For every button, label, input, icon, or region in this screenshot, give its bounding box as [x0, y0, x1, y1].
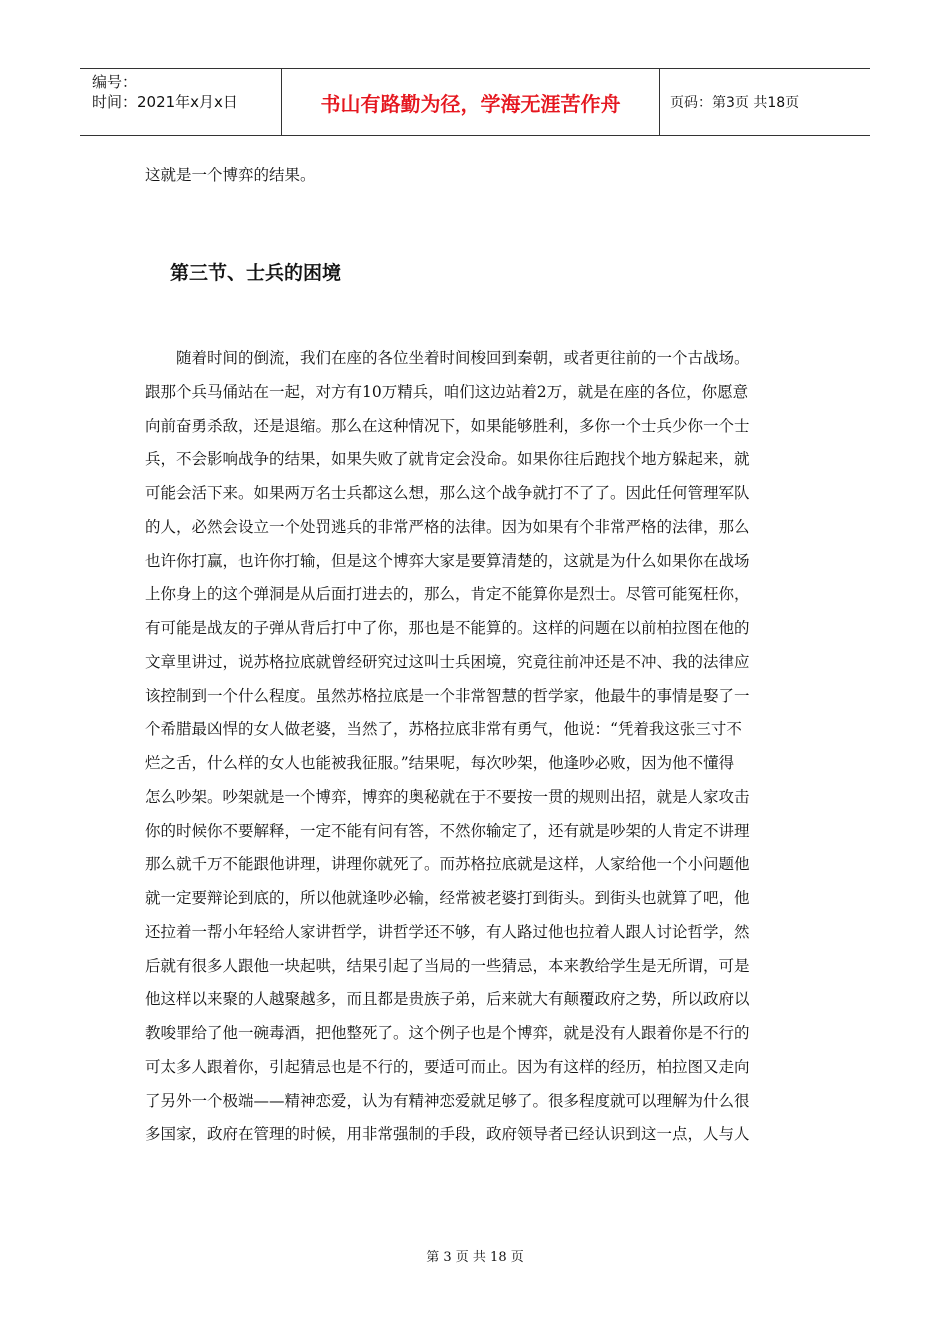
body-line: 也许你打赢，也许你打输，但是这个博弈大家是要算清楚的，这就是为什么如果你在战场 [145, 551, 750, 570]
body-line: 就一定要辩论到底的，所以他就逢吵必输，经常被老婆打到街头。到街头也就算了吧，他 [145, 889, 750, 907]
document-number-label: 编号： [92, 73, 138, 91]
body-line: 该控制到一个什么程度。虽然苏格拉底是一个非常智慧的哲学家，他最牛的事情是娶了一 [145, 686, 750, 705]
body-line: 可能会活下来。如果两万名士兵都这么想，那么这个战争就打不了了。因此任何管理军队 [145, 484, 750, 502]
body-line: 你的时候你不要解释，一定不能有问有答，不然你输定了，还有就是吵架的人肯定不讲理 [145, 821, 750, 840]
body-line: 随着时间的倒流，我们在座的各位坐着时间梭回到秦朝，或者更往前的一个古战场。 [176, 349, 750, 367]
body-line: 了另外一个极端——精神恋爱，认为有精神恋爱就足够了。很多程度就可以理解为什么很 [145, 1091, 750, 1110]
body-line: 跟那个兵马俑站在一起，对方有10万精兵，咱们这边站着2万，就是在座的各位，你愿意 [145, 382, 749, 401]
header-meta [80, 69, 282, 135]
body-line: 他这样以来聚的人越聚越多，而且都是贵族子弟，后来就大有颠覆政府之势，所以政府以 [145, 990, 750, 1009]
body-line: 烂之舌，什么样的女人也能被我征服。”结果呢，每次吵架，他逢吵必败，因为他不懂得 [145, 754, 735, 772]
body-line: 有可能是战友的子弹从背后打中了你，那也是不能算的。这样的问题在以前柏拉图在他的 [145, 619, 750, 637]
page-footer: 第 3 页 共 18 页 [426, 1250, 524, 1265]
body-line: 还拉着一帮小年轻给人家讲哲学，讲哲学还不够，有人路过他也拉着人跟人讨论哲学，然 [145, 922, 750, 941]
body-line: 后就有很多人跟他一块起哄，结果引起了当局的一些猜忌，本来教给学生是无所谓，可是 [145, 956, 750, 975]
body-line: 怎么吵架。吵架就是一个博弈，博弈的奥秘就在于不要按一贯的规则出招，就是人家攻击 [145, 787, 750, 806]
lead-line: 这就是一个博弈的结果。 [145, 166, 316, 184]
body-line: 可太多人跟着你，引起猜忌也是不行的，要适可而止。因为有这样的经历，柏拉图又走向 [145, 1057, 750, 1076]
body-line: 多国家，政府在管理的时候，用非常强制的手段，政府领导者已经认识到这一点，人与人 [145, 1125, 750, 1144]
body-line: 兵，不会影响战争的结果，如果失败了就肯定会没命。如果你往后跑找个地方躲起来，就 [145, 450, 750, 469]
body-line: 向前奋勇杀敌，还是退缩。那么在这种情况下，如果能够胜利，多你一个士兵少你一个士 [145, 416, 750, 435]
header-motto: 书山有路勤为径，学海无涯苦作舟 [282, 69, 660, 135]
body-line: 那么就千万不能跟他讲理，讲理你就死了。而苏格拉底就是这样，人家给他一个小问题他 [145, 855, 750, 874]
body-line: 的人，必然会设立一个处罚逃兵的非常严格的法律。因为如果有个非常严格的法律，那么 [145, 517, 750, 536]
page-header [80, 68, 870, 136]
body-line: 个希腊最凶悍的女人做老婆，当然了，苏格拉底非常有勇气，他说：“凭着我这张三寸不 [145, 720, 742, 739]
body-line: 上你身上的这个弹洞是从后面打进去的，那么，肯定不能算你是烈士。尽管可能冤枉你， [145, 585, 750, 604]
body-paragraph [145, 342, 807, 1152]
document-date: 时间：2021年x月x日 [92, 93, 238, 111]
body-line: 教唆罪给了他一碗毒酒，把他整死了。这个例子也是个博弈，就是没有人跟着你是不行的 [145, 1024, 750, 1042]
body-line: 文章里讲过，说苏格拉底就曾经研究过这叫士兵困境，究竟往前冲还是不冲、我的法律应 [145, 652, 750, 671]
section-title: 第三节、士兵的困境 [170, 262, 342, 284]
lead-paragraph [145, 159, 807, 193]
header-page-info: 页码：第3页 共18页 [670, 95, 800, 111]
